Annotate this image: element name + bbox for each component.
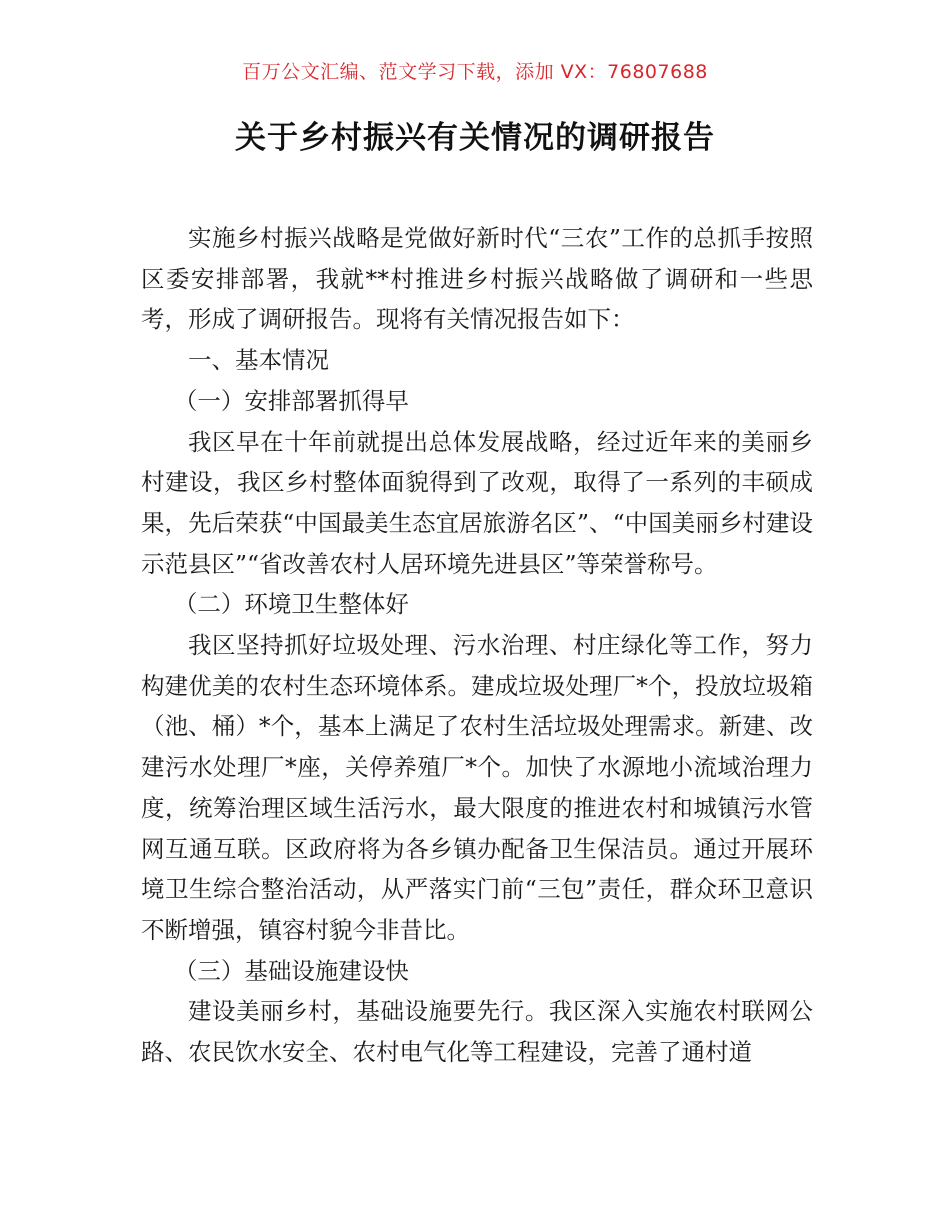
- paragraph-infrastructure: 建设美丽乡村，基础设施要先行。我区深入实施农村联网公路、农民饮水安全、农村电气化等工程建设，完善了通村道: [141, 997, 813, 1067]
- watermark-banner: 百万公文汇编、范文学习下载，添加 VX：76807688: [242, 61, 708, 83]
- document-body: [141, 218, 813, 1073]
- paragraph-deployment: 我区早在十年前就提出总体发展战略，经过近年来的美丽乡村建设，我区乡村整体面貌得到了改观，取得了一系列的丰硕成果，先后荣获“中国最美生态宜居旅游名区”、“中国美丽乡村建设示范县区”“省改善农村人居环境先进县区”等荣誉称号。: [141, 427, 813, 578]
- subheading-infrastructure: （三）基础设施建设快: [173, 956, 409, 985]
- subheading-deployment: （一）安排部署抓得早: [173, 386, 409, 415]
- intro-paragraph: 实施乡村振兴战略是党做好新时代“三农”工作的总抓手按照区委安排部署，我就**村推进乡村振兴战略做了调研和一些思考，形成了调研报告。现将有关情况报告如下：: [141, 224, 813, 334]
- section-heading-basic-situation: 一、基本情况: [188, 346, 329, 375]
- subheading-environment: （二）环境卫生整体好: [173, 590, 409, 619]
- paragraph-environment: 我区坚持抓好垃圾处理、污水治理、村庄绿化等工作，努力构建优美的农村生态环境体系。建成垃圾处理厂*个，投放垃圾箱（池、桶）*个，基本上满足了农村生活垃圾处理需求。新建、改建污水处理厂*座，关停养殖厂*个。加快了水源地小流域治理力度，统筹治理区域生活污水，最大限度的推进农村和城镇污水管网互通互联。区政府将为各乡镇办配备卫生保洁员。通过开展环境卫生综合整治活动，从严落实门前“三包”责任，群众环卫意识不断增强，镇容村貌今非昔比。: [141, 631, 813, 944]
- document-title: 关于乡村振兴有关情况的调研报告: [235, 120, 715, 156]
